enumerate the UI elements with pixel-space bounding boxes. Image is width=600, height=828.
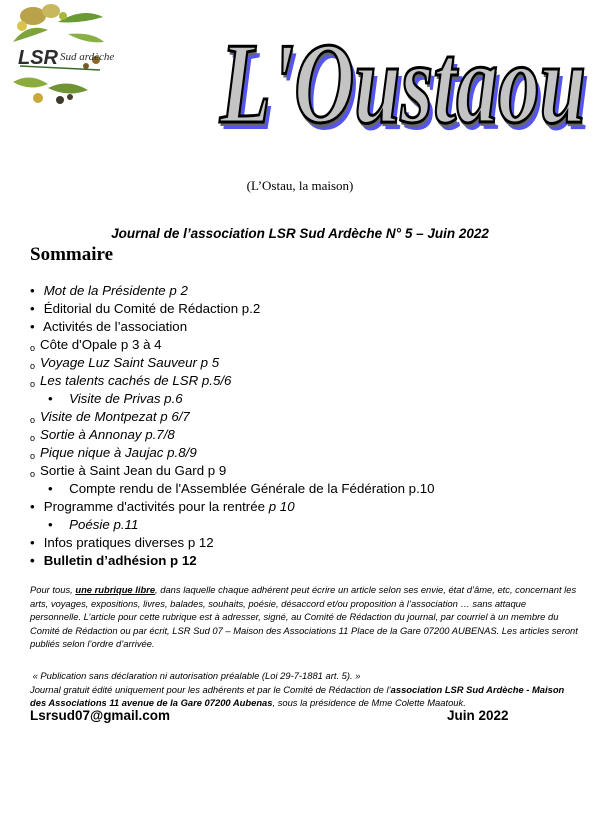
toc-item: o Les talents cachés de LSR p.5/6: [30, 373, 232, 389]
rubrique-libre-paragraph: Pour tous, une rubrique libre, dans laquelle chaque adhérent peut écrire un article selon ses envie, état d’âme, etc, concernant les arts, voyages, expositions, livres, balades, souhaits, poésie, désaccord et/ou proposition à l’association … sans attaque personnelle. L’article pour cette rubrique est à adresser, signé, au Comité de Rédaction du journal, par courriel à un membre du Comité de Rédaction ou par écrit, LSR Sud 07 – Maison des Associations 11 Place de la Gare 07200 AUBENAS. Les articles seront publiés selon l’ordre d’arrivée.: [30, 584, 578, 649]
toc-item: o Sortie à Annonay p.7/8: [30, 427, 175, 443]
logo-sub: Sud ardèche: [60, 51, 115, 63]
title-depth: L'Oustaou: [220, 24, 587, 152]
toc-item: o Visite de Montpezat p 6/7: [30, 409, 190, 425]
toc-item: o Sortie à Saint Jean du Gard p 9: [30, 463, 227, 479]
journal-line: Journal de l’association LSR Sud Ardèche N° 5 – Juin 2022: [111, 226, 489, 241]
journal-title: [220, 8, 596, 153]
toc-item: o Pique nique à Jaujac p.8/9: [30, 445, 197, 461]
toc-item: • Visite de Privas p.6: [48, 391, 183, 406]
logo-text: LSR: [18, 47, 58, 69]
issue-date: Juin 2022: [447, 708, 509, 723]
toc-item: • Mot de la Présidente p 2: [30, 283, 188, 298]
lsr-logo: [8, 2, 115, 108]
toc-item: • Infos pratiques diverses p 12: [30, 535, 214, 550]
toc-item: o Voyage Luz Saint Sauveur p 5: [30, 355, 220, 371]
subtitle: (L’Ostau, la maison): [246, 178, 354, 193]
toc-item: • Compte rendu de l'Assemblée Générale de la Fédération p.10: [48, 481, 435, 496]
title-shadow: L'Oustaou: [223, 27, 590, 155]
toc-item: • Poésie p.11: [48, 517, 139, 532]
toc-item: • Éditorial du Comité de Rédaction p.2: [30, 301, 261, 316]
title-text: L'Oustaou: [219, 20, 586, 148]
publication-paragraph: « Publication sans déclaration ni autorisation préalable (Loi 29-7-1881 art. 5). » Journal gratuit édité uniquement pour les adhérents et par le Comité de Rédaction de l’association LSR Sud Ardèche - Maison des Associations 11 avenue de la Gare 07200 Aubenas, sous la présidence de Mme Colette Maatouk.: [30, 670, 565, 708]
email-address: Lsrsud07@gmail.com: [30, 708, 170, 723]
toc-item: • Programme d'activités pour la rentrée p 10: [30, 499, 295, 514]
toc-item: o Côte d'Opale p 3 à 4: [30, 337, 162, 353]
sommaire-heading: Sommaire: [30, 244, 114, 265]
toc-item: • Activités de l’association: [30, 319, 188, 334]
toc-item: • Bulletin d’adhésion p 12: [30, 553, 197, 568]
